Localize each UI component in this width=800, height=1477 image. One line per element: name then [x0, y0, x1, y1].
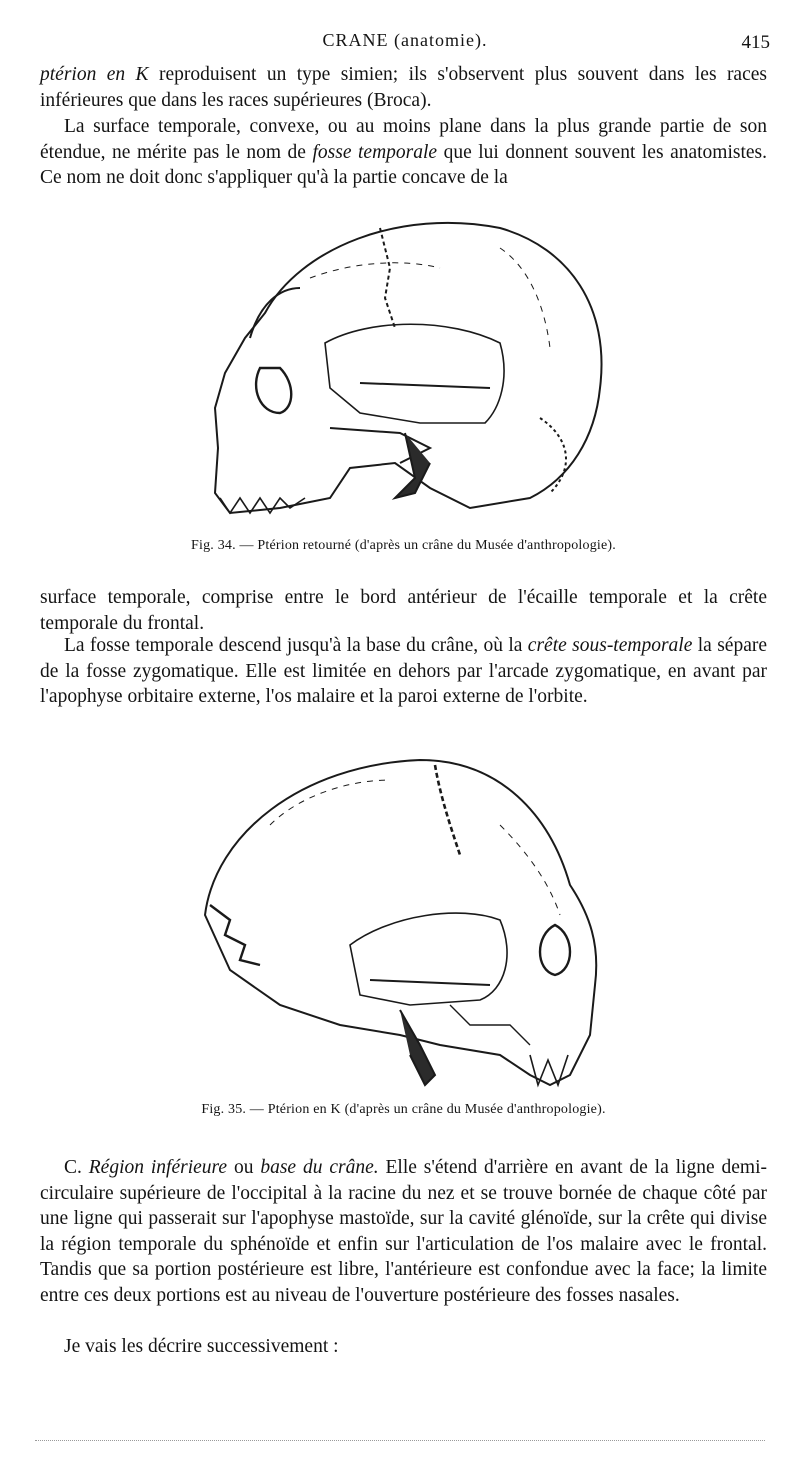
paragraph-5-text: Elle s'étend d'arrière en avant de la ligne demi-circulaire supérieure de l'occipital à la racine du nez et se trouve bornée de chaque côté par une ligne qui passerait sur l'apophyse mastoïde, sur la cavité glénoïde, sur la crête qui divise la région temporale du sphénoïde et enfin sur l'articulation de l'os malaire avec le frontal. Tandis que sa portion postérieure est libre, l'antérieure est confondue avec la face; la limite entre ces deux portions est au niveau de l'ouverture postérieure des fosses nasales. — [40, 1157, 767, 1306]
paragraph-6: Je vais les décrire successivement : — [64, 1336, 339, 1357]
page-header — [40, 30, 770, 56]
paragraph-5-connector: ou — [227, 1157, 261, 1178]
paragraph-1 — [40, 62, 767, 113]
italic-term-fosse-temporale: fosse temporale — [312, 141, 438, 163]
paragraph-2 — [40, 114, 767, 191]
section-label-c: C. — [64, 1157, 89, 1178]
paragraph-5 — [40, 1155, 767, 1308]
skull-profile-left-drawing — [170, 208, 630, 528]
paragraph-1-text: reproduisent un type simien; ils s'observent plus souvent dans les races inférieures que dans les races supérieures (Broca). — [40, 64, 767, 111]
paragraph-3: surface temporale, comprise entre le bord antérieur de l'écaille temporale et la crête temporale du frontal. — [40, 587, 767, 634]
italic-heading-base-du-crane: base du crâne. — [260, 1157, 379, 1178]
italic-term-pterion-k: ptérion en K — [40, 64, 149, 85]
figure-34-skull-illustration — [170, 208, 630, 528]
skull-profile-right-drawing — [170, 755, 630, 1095]
italic-heading-region-inferieure: Région inférieure — [88, 1157, 228, 1178]
footer-divider — [35, 1440, 765, 1441]
paragraph-2-text-a: La surface temporale, convexe, ou au moins plane dans la plus grande partie de son étendue, ne mérite pas le nom de — [40, 116, 767, 163]
paragraph-4-text-b: la sépare de la fosse zygomatique. Elle est limitée en dehors par l'arcade zygomatique, en avant par l'apophyse orbitaire externe, l'os malaire et la paroi externe de l'orbite. — [40, 635, 768, 707]
paragraph-4 — [40, 633, 767, 710]
page-number: 415 — [741, 32, 770, 53]
paragraph-4-text-a: La fosse temporale descend jusqu'à la base du crâne, où la — [64, 635, 528, 656]
figure-34-caption: Fig. 34. — Ptérion retourné (d'après un crâne du Musée d'anthropologie). — [191, 538, 616, 553]
running-title: CRANE (anatomie). — [322, 30, 488, 50]
paragraph-2-text-b: que lui donnent souvent les anatomistes. Ce nom ne doit donc s'appliquer qu'à la partie concave de la — [40, 141, 768, 188]
figure-35-caption: Fig. 35. — Ptérion en K (d'après un crâne du Musée d'anthropologie). — [201, 1102, 606, 1117]
italic-term-crete-sous-temporale: crête sous-temporale — [527, 635, 693, 656]
figure-35-skull-illustration — [170, 755, 630, 1095]
